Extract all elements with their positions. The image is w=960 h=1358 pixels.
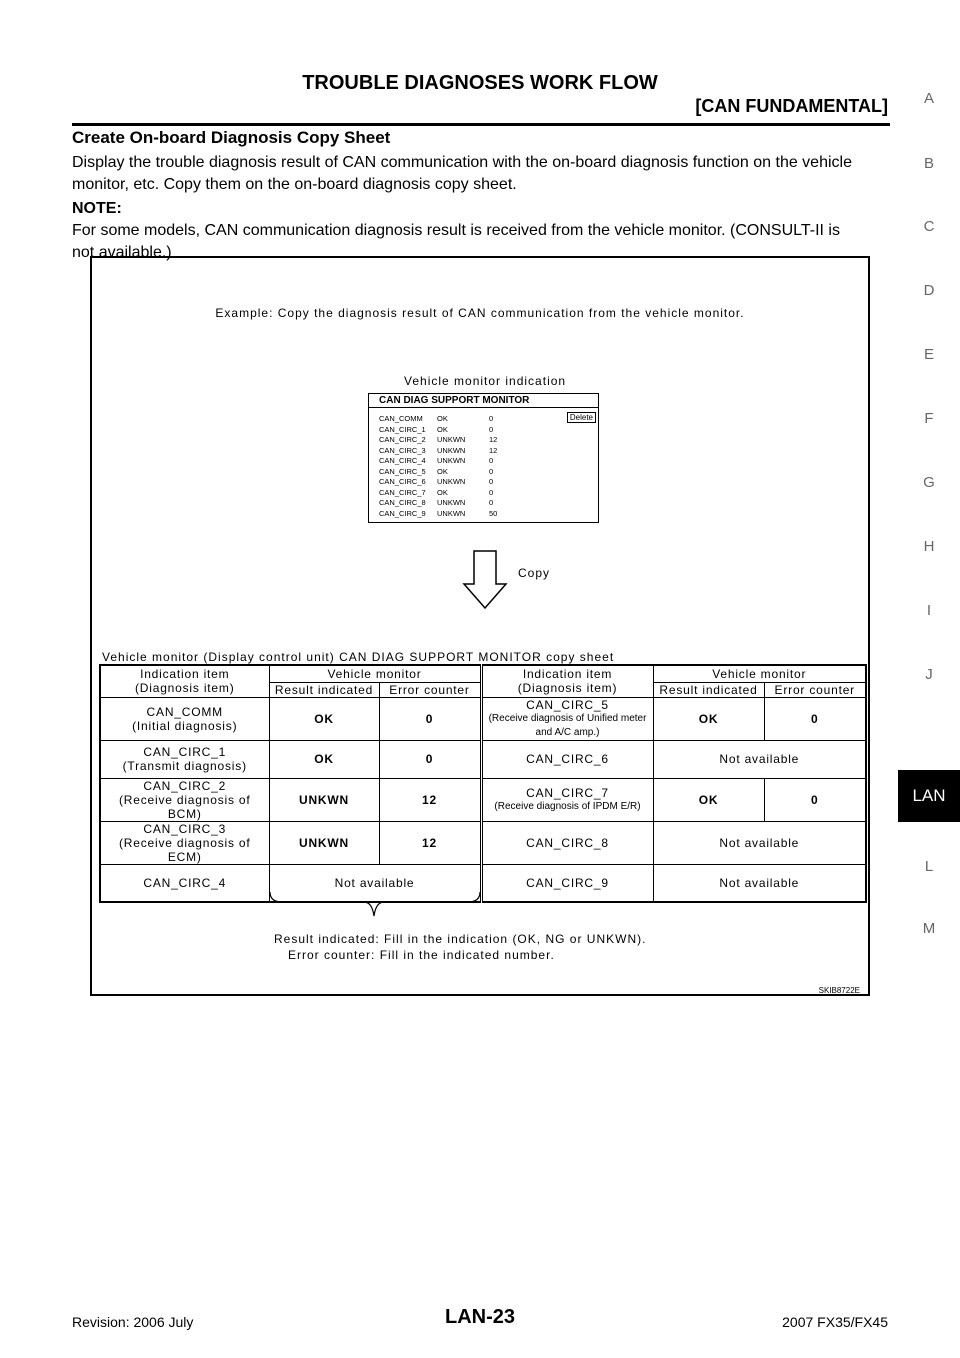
index-m[interactable]: M <box>922 920 936 937</box>
count-cell: 0 <box>764 778 866 821</box>
header-vehicle-monitor-right: Vehicle monitor <box>653 665 866 682</box>
table-row <box>100 697 866 740</box>
count-cell: 0 <box>379 740 481 778</box>
index-f[interactable]: F <box>924 410 934 427</box>
count-cell: 0 <box>764 697 866 740</box>
item-can-circ-4: CAN_CIRC_4 <box>100 864 269 902</box>
header-indication-item: Indication item (Diagnosis item) <box>100 665 269 697</box>
index-i[interactable]: I <box>926 602 932 619</box>
index-b[interactable]: B <box>923 155 934 172</box>
item-can-circ-9: CAN_CIRC_9 <box>481 864 653 902</box>
index-a[interactable]: A <box>923 90 934 107</box>
index-c[interactable]: C <box>923 218 935 235</box>
intro-paragraph <box>72 152 890 196</box>
diagnosis-figure <box>90 256 870 996</box>
result-note: Result indicated: Fill in the indication (OK, NG or UNKWN). <box>274 932 647 946</box>
intro-line-2: monitor, etc. Copy them on the on-board diagnosis copy sheet. <box>72 176 517 193</box>
delete-button[interactable]: Delete <box>567 412 596 423</box>
figure-id: SKIB8722E <box>818 986 860 995</box>
not-available-cell: Not available <box>269 864 481 902</box>
item-can-circ-2: CAN_CIRC_2 (Receive diagnosis of BCM) <box>100 778 269 821</box>
not-available-cell: Not available <box>653 864 866 902</box>
item-can-comm: CAN_COMM (Initial diagnosis) <box>100 697 269 740</box>
note-label: NOTE: <box>72 200 122 217</box>
model-text: 2007 FX35/FX45 <box>782 1314 888 1330</box>
page-title: TROUBLE DIAGNOSES WORK FLOW <box>302 72 658 94</box>
error-note: Error counter: Fill in the indicated number. <box>288 948 555 962</box>
copy-arrow-icon <box>462 550 508 610</box>
sheet-caption: Vehicle monitor (Display control unit) CAN DIAG SUPPORT MONITOR copy sheet <box>102 650 615 664</box>
header-result-indicated-right: Result indicated <box>653 682 764 697</box>
item-can-circ-5: CAN_CIRC_5 (Receive diagnosis of Unified meter and A/C amp.) <box>481 697 653 740</box>
note-line-2: not available.) <box>72 244 172 261</box>
index-d[interactable]: D <box>923 282 935 299</box>
count-cell: 12 <box>379 821 481 864</box>
index-e[interactable]: E <box>923 346 934 363</box>
index-lan-active[interactable]: LAN <box>898 770 960 822</box>
monitor-caption: Vehicle monitor indication <box>404 374 567 388</box>
count-cell: 0 <box>379 697 481 740</box>
item-can-circ-1: CAN_CIRC_1 (Transmit diagnosis) <box>100 740 269 778</box>
vehicle-monitor-screen: CAN DIAG SUPPORT MONITOR Delete CAN_COMM OK 0 CAN_CIRC_1 OK 0 CAN_CIRC_2 UNKWN 12 CAN_CIRC_3 UNKWN 12 CAN_CIRC_4 UNKWN 0 CAN_CIRC_5 OK 0 CAN_CIRC_6 UNKWN 0 CAN_CIRC_7 OK 0 CAN_CIRC_8 UNKWN 0 CAN_CIRC_9 UNKWN 50 <box>368 393 599 523</box>
page-number: LAN-23 <box>444 1306 515 1328</box>
chapter-index <box>898 0 960 960</box>
section-title: Create On-board Diagnosis Copy Sheet <box>72 128 391 147</box>
result-cell: UNKWN <box>269 821 379 864</box>
note-block <box>72 198 890 264</box>
table-row <box>100 778 866 821</box>
table-row <box>100 740 866 778</box>
header-result-indicated: Result indicated <box>269 682 379 697</box>
index-h[interactable]: H <box>923 538 935 555</box>
result-cell: OK <box>653 778 764 821</box>
header-rule <box>72 123 890 126</box>
revision-text: Revision: 2006 July <box>72 1314 194 1330</box>
monitor-title: CAN DIAG SUPPORT MONITOR <box>369 394 598 408</box>
item-can-circ-6: CAN_CIRC_6 <box>481 740 653 778</box>
header-indication-item-right: Indication item (Diagnosis item) <box>481 665 653 697</box>
result-cell: OK <box>653 697 764 740</box>
count-cell: 12 <box>379 778 481 821</box>
copy-label: Copy <box>518 566 551 580</box>
section-label: [CAN FUNDAMENTAL] <box>695 96 888 116</box>
item-can-circ-3: CAN_CIRC_3 (Receive diagnosis of ECM) <box>100 821 269 864</box>
result-cell: OK <box>269 740 379 778</box>
index-g[interactable]: G <box>923 474 935 491</box>
note-line-1: For some models, CAN communication diagnosis result is received from the vehicle monitor. (CONSULT-II is <box>72 222 840 239</box>
item-can-circ-7: CAN_CIRC_7 (Receive diagnosis of IPDM E/R) <box>481 778 653 821</box>
not-available-cell: Not available <box>653 740 866 778</box>
result-cell: UNKWN <box>269 778 379 821</box>
intro-line-1: Display the trouble diagnosis result of CAN communication with the on-board diagnosis function on the vehicle <box>72 154 852 171</box>
result-cell: OK <box>269 697 379 740</box>
header-error-counter-right: Error counter <box>764 682 866 697</box>
not-available-cell: Not available <box>653 821 866 864</box>
example-caption: Example: Copy the diagnosis result of CAN communication from the vehicle monitor. <box>215 306 745 320</box>
index-j[interactable]: J <box>925 666 933 683</box>
copy-sheet-table <box>99 664 867 903</box>
table-row <box>100 821 866 864</box>
index-l[interactable]: L <box>924 858 934 875</box>
header-vehicle-monitor: Vehicle monitor <box>269 665 481 682</box>
item-can-circ-8: CAN_CIRC_8 <box>481 821 653 864</box>
brace-icon <box>268 890 484 918</box>
header-error-counter: Error counter <box>379 682 481 697</box>
